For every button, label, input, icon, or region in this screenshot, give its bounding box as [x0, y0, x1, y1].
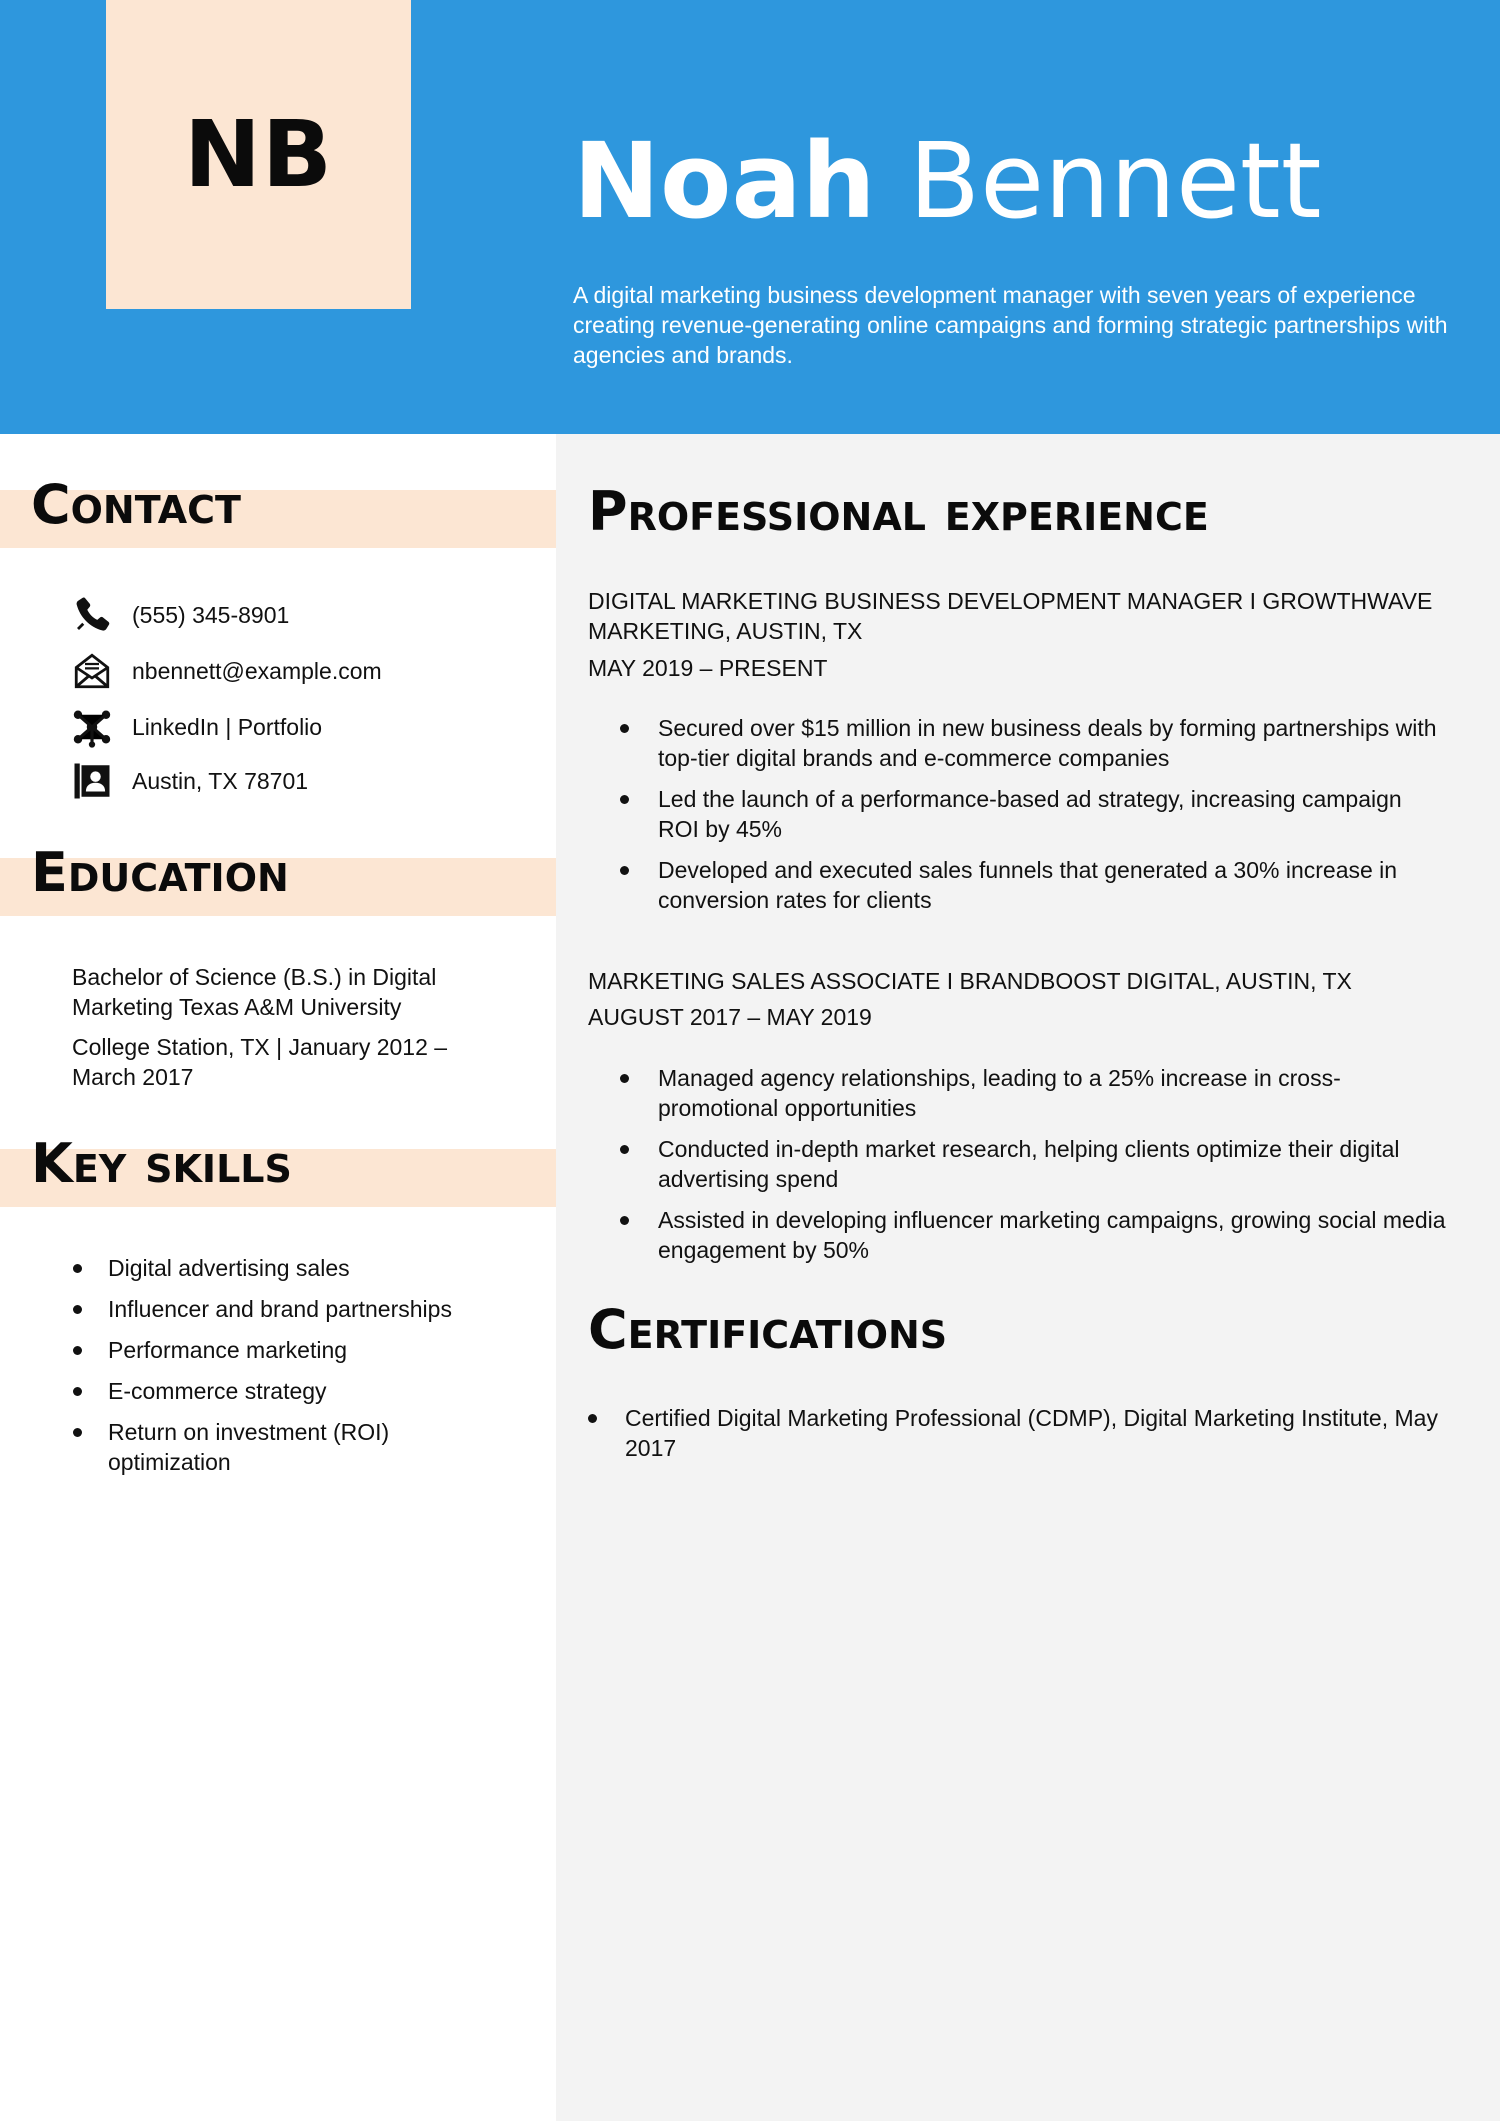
- certifications-list: [588, 1403, 1448, 1463]
- location-badge-icon: [70, 759, 114, 803]
- job-bullet: Secured over $15 million in new business deals by forming partnerships with top-tier digital brands and e-commerce companies: [588, 713, 1448, 773]
- job-bullet: Managed agency relationships, leading to a 25% increase in cross-promotional opportunities: [588, 1063, 1448, 1123]
- certifications-heading: Certifications: [588, 1298, 948, 1361]
- skill-item: Digital advertising sales: [71, 1253, 511, 1283]
- skill-item: E-commerce strategy: [71, 1376, 511, 1406]
- job-1-title: DIGITAL MARKETING BUSINESS DEVELOPMENT MANAGER I GROWTHWAVE MARKETING, AUSTIN, TX: [588, 588, 1433, 644]
- last-name: Bennett: [908, 120, 1322, 242]
- job-bullet: Conducted in-depth market research, helping clients optimize their digital advertising spend: [588, 1134, 1448, 1194]
- phone-number: (555) 345-8901: [132, 601, 290, 628]
- education-heading: Education: [31, 841, 289, 904]
- contact-phone: [70, 593, 289, 637]
- monogram: NB: [183, 101, 334, 208]
- email-address: nbennett@example.com: [132, 657, 382, 684]
- contact-links: [70, 705, 322, 749]
- certification-item: Certified Digital Marketing Professional (CDMP), Digital Marketing Institute, May 2017: [588, 1403, 1448, 1463]
- envelope-icon: [70, 649, 114, 693]
- job-1-dates: MAY 2019 – PRESENT: [588, 655, 828, 681]
- contact-heading: Contact: [31, 473, 241, 536]
- contact-email: [70, 649, 382, 693]
- phone-icon: [70, 593, 114, 637]
- profile-summary: A digital marketing business development manager with seven years of experience creating revenue-generating online campaigns and forming strategic partnerships with agencies and brands.: [573, 282, 1448, 368]
- experience-heading: Professional experience: [588, 480, 1209, 543]
- education-degree: Bachelor of Science (B.S.) in Digital Marketing Texas A&M University: [72, 964, 437, 1020]
- skills-heading: Key skills: [31, 1132, 292, 1195]
- city-zip: Austin, TX 78701: [132, 767, 309, 794]
- job-2-bullets: [588, 1063, 1448, 1276]
- candidate-name: [573, 120, 1322, 242]
- linkedin-portfolio: LinkedIn | Portfolio: [132, 713, 323, 740]
- job-bullet: Assisted in developing influencer marketing campaigns, growing social media engagement by 50%: [588, 1205, 1448, 1265]
- job-2-dates: AUGUST 2017 – MAY 2019: [588, 1004, 872, 1030]
- network-icon: [70, 705, 114, 749]
- job-1-bullets: [588, 713, 1448, 926]
- education-details: College Station, TX | January 2012 – March 2017: [72, 1034, 448, 1090]
- job-bullet: Led the launch of a performance-based ad strategy, increasing campaign ROI by 45%: [588, 784, 1448, 844]
- job-2-title: MARKETING SALES ASSOCIATE I BRANDBOOST DIGITAL, AUSTIN, TX: [588, 968, 1352, 994]
- skill-item: Return on investment (ROI) optimization: [71, 1417, 511, 1477]
- skills-list: [71, 1253, 511, 1488]
- skill-item: Performance marketing: [71, 1335, 511, 1365]
- header-banner: [0, 0, 1500, 434]
- skill-item: Influencer and brand partnerships: [71, 1294, 511, 1324]
- right-column-background: [556, 434, 1500, 2121]
- job-bullet: Developed and executed sales funnels that generated a 30% increase in conversion rates for clients: [588, 855, 1448, 915]
- contact-location: [70, 759, 308, 803]
- monogram-box: [106, 0, 411, 309]
- first-name: Noah: [573, 120, 876, 242]
